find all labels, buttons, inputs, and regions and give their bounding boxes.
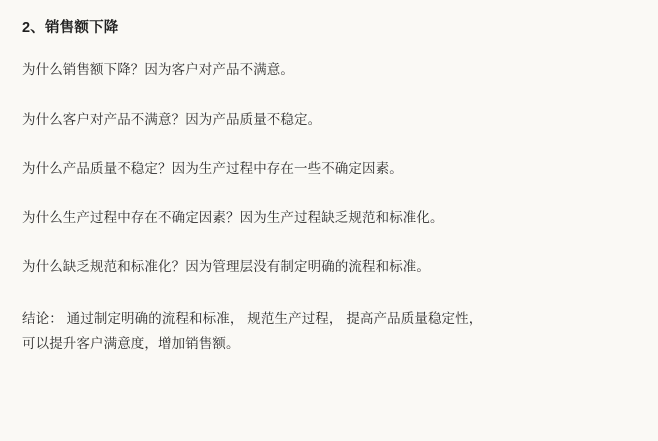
qa-line-2: 为什么客户对产品不满意？因为产品质量不稳定。 [22,111,322,127]
conclusion-line-1: 结论： 通过制定明确的流程和标准， 规范生产过程， 提高产品质量稳定性， [22,310,483,326]
conclusion-line-2: 可以提升客户满意度，增加销售额。 [22,335,240,351]
qa-line-4: 为什么生产过程中存在不确定因素？因为生产过程缺乏规范和标准化。 [22,210,444,226]
qa-line-5: 为什么缺乏规范和标准化？因为管理层没有制定明确的流程和标准。 [22,259,430,275]
qa-line-3: 为什么产品质量不稳定？因为生产过程中存在一些不确定因素。 [22,160,403,176]
qa-line-1: 为什么销售额下降？因为客户对产品不满意。 [22,62,294,78]
page-title: 2、销售额下降 [22,20,119,36]
conclusion-block [22,307,636,357]
